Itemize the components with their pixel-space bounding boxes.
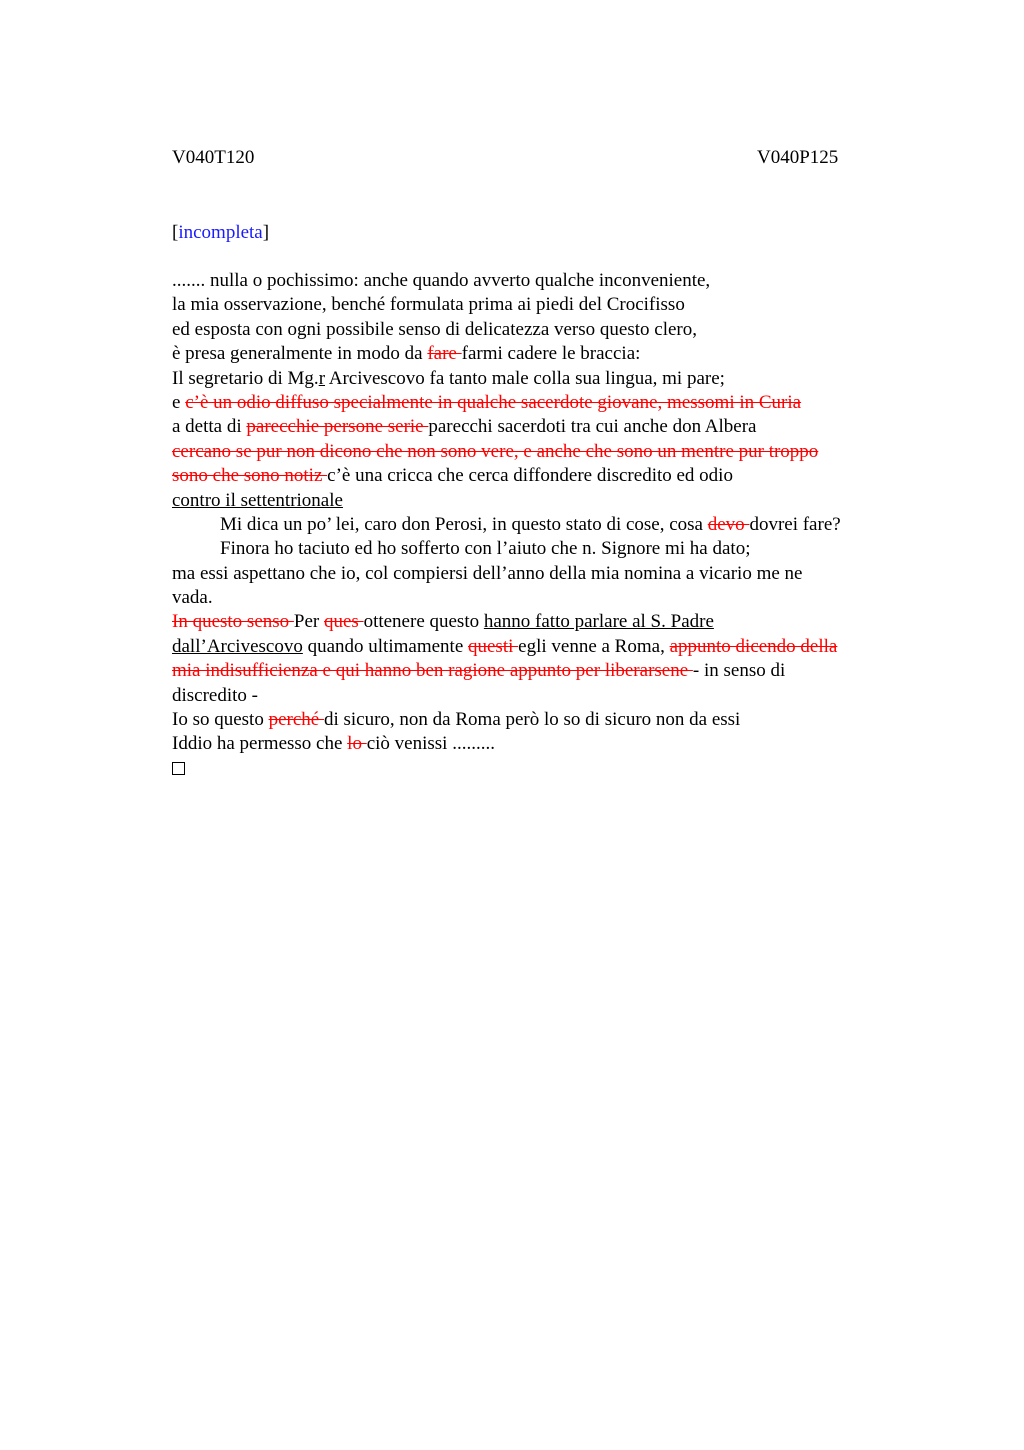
deleted-text: cercano se pur non dicono che non sono vere, e anche che sono un mentre pur troppo: [172, 440, 819, 462]
text-segment: ottenere questo: [363, 611, 484, 633]
text-segment: - in senso di: [692, 660, 786, 682]
status-open-bracket: [: [172, 222, 179, 243]
text-line: ed esposta con ogni possibile senso di delicatezza verso questo clero,: [172, 318, 697, 340]
text-line: [172, 610, 912, 634]
text-line: Finora ho taciuto ed ho sofferto con l’aiuto che n. Signore mi ha dato;: [220, 538, 751, 560]
text-line: [172, 708, 912, 732]
text-line: [172, 440, 912, 464]
text-line: ma essi aspettano che io, col compiersi dell’anno della mia nomina a vicario me ne: [172, 562, 803, 584]
text-segment: a detta di: [172, 416, 247, 438]
underlined-text: contro il settentrionale: [172, 489, 343, 511]
text-line: la mia osservazione, benché formulata prima ai piedi del Crocifisso: [172, 294, 685, 316]
deleted-text: In questo senso: [172, 611, 294, 633]
deleted-text: lo: [347, 733, 367, 755]
text-line: [172, 464, 912, 488]
deleted-text: questi: [468, 635, 519, 657]
text-line: [172, 367, 912, 391]
text-segment: c’è una cricca che cerca diffondere discredito ed odio: [327, 465, 733, 487]
text-segment: Per: [293, 611, 324, 633]
text-line: [172, 513, 912, 537]
text-segment: Arcivescovo fa tanto male colla sua lingua, mi pare;: [325, 367, 725, 389]
status-note: [172, 221, 269, 245]
text-line: [172, 342, 912, 366]
underlined-text: r: [318, 367, 326, 389]
text-segment: Io so questo: [172, 709, 269, 731]
deleted-text: parecchie persone serie: [246, 416, 429, 438]
deleted-text: devo: [707, 513, 750, 535]
document-code-right: V040P125: [757, 147, 839, 168]
text-line: [172, 391, 912, 415]
text-line: [172, 635, 912, 659]
text-segment: è presa generalmente in modo da: [172, 343, 428, 365]
deleted-text: mia indisufficienza e qui hanno ben ragione appunto per liberarsene: [172, 660, 693, 682]
deleted-text: sono che sono notiz: [172, 465, 328, 487]
underlined-text: dall’Arcivescovo: [172, 635, 303, 657]
text-segment: farmi cadere le braccia:: [461, 343, 641, 365]
deleted-text: fare: [427, 343, 462, 365]
checkbox-square-icon: [172, 762, 185, 775]
text-segment: parecchi sacerdoti tra cui anche don Albera: [428, 416, 757, 438]
document-code-left: V040T120: [172, 147, 255, 168]
deleted-text: c’è un odio diffuso specialmente in qualche sacerdote giovane, messomi in Curia: [185, 391, 802, 413]
deleted-text: ques: [323, 611, 364, 633]
text-segment: egli venne a Roma,: [518, 635, 670, 657]
text-line: [172, 489, 912, 513]
text-segment: Mi dica un po’ lei, caro don Perosi, in questo stato di cose, cosa: [220, 513, 708, 535]
status-label: incompleta: [178, 222, 263, 243]
status-close-bracket: ]: [262, 222, 270, 243]
text-line: ....... nulla o pochissimo: anche quando avverto qualche inconveniente,: [172, 270, 711, 291]
deleted-text: appunto dicendo della: [669, 635, 838, 657]
text-segment: Iddio ha permesso che: [172, 733, 348, 755]
text-segment: Il segretario di Mg.: [172, 367, 319, 389]
text-line: discredito -: [172, 684, 259, 706]
text-line: [172, 757, 912, 781]
text-line: [172, 415, 912, 439]
letter-body: [172, 269, 912, 781]
text-line: [172, 659, 912, 683]
text-line: [172, 732, 912, 756]
text-segment: quando ultimamente: [302, 635, 468, 657]
text-segment: ciò venissi .........: [366, 733, 495, 755]
text-line: vada.: [172, 587, 213, 609]
underlined-text: hanno fatto parlare al S. Padre: [483, 611, 714, 633]
text-segment: dovrei fare?: [749, 513, 841, 535]
text-segment: di sicuro, non da Roma però lo so di sicuro non da essi: [323, 709, 741, 731]
text-segment: e: [172, 391, 186, 413]
deleted-text: perché: [268, 709, 324, 731]
